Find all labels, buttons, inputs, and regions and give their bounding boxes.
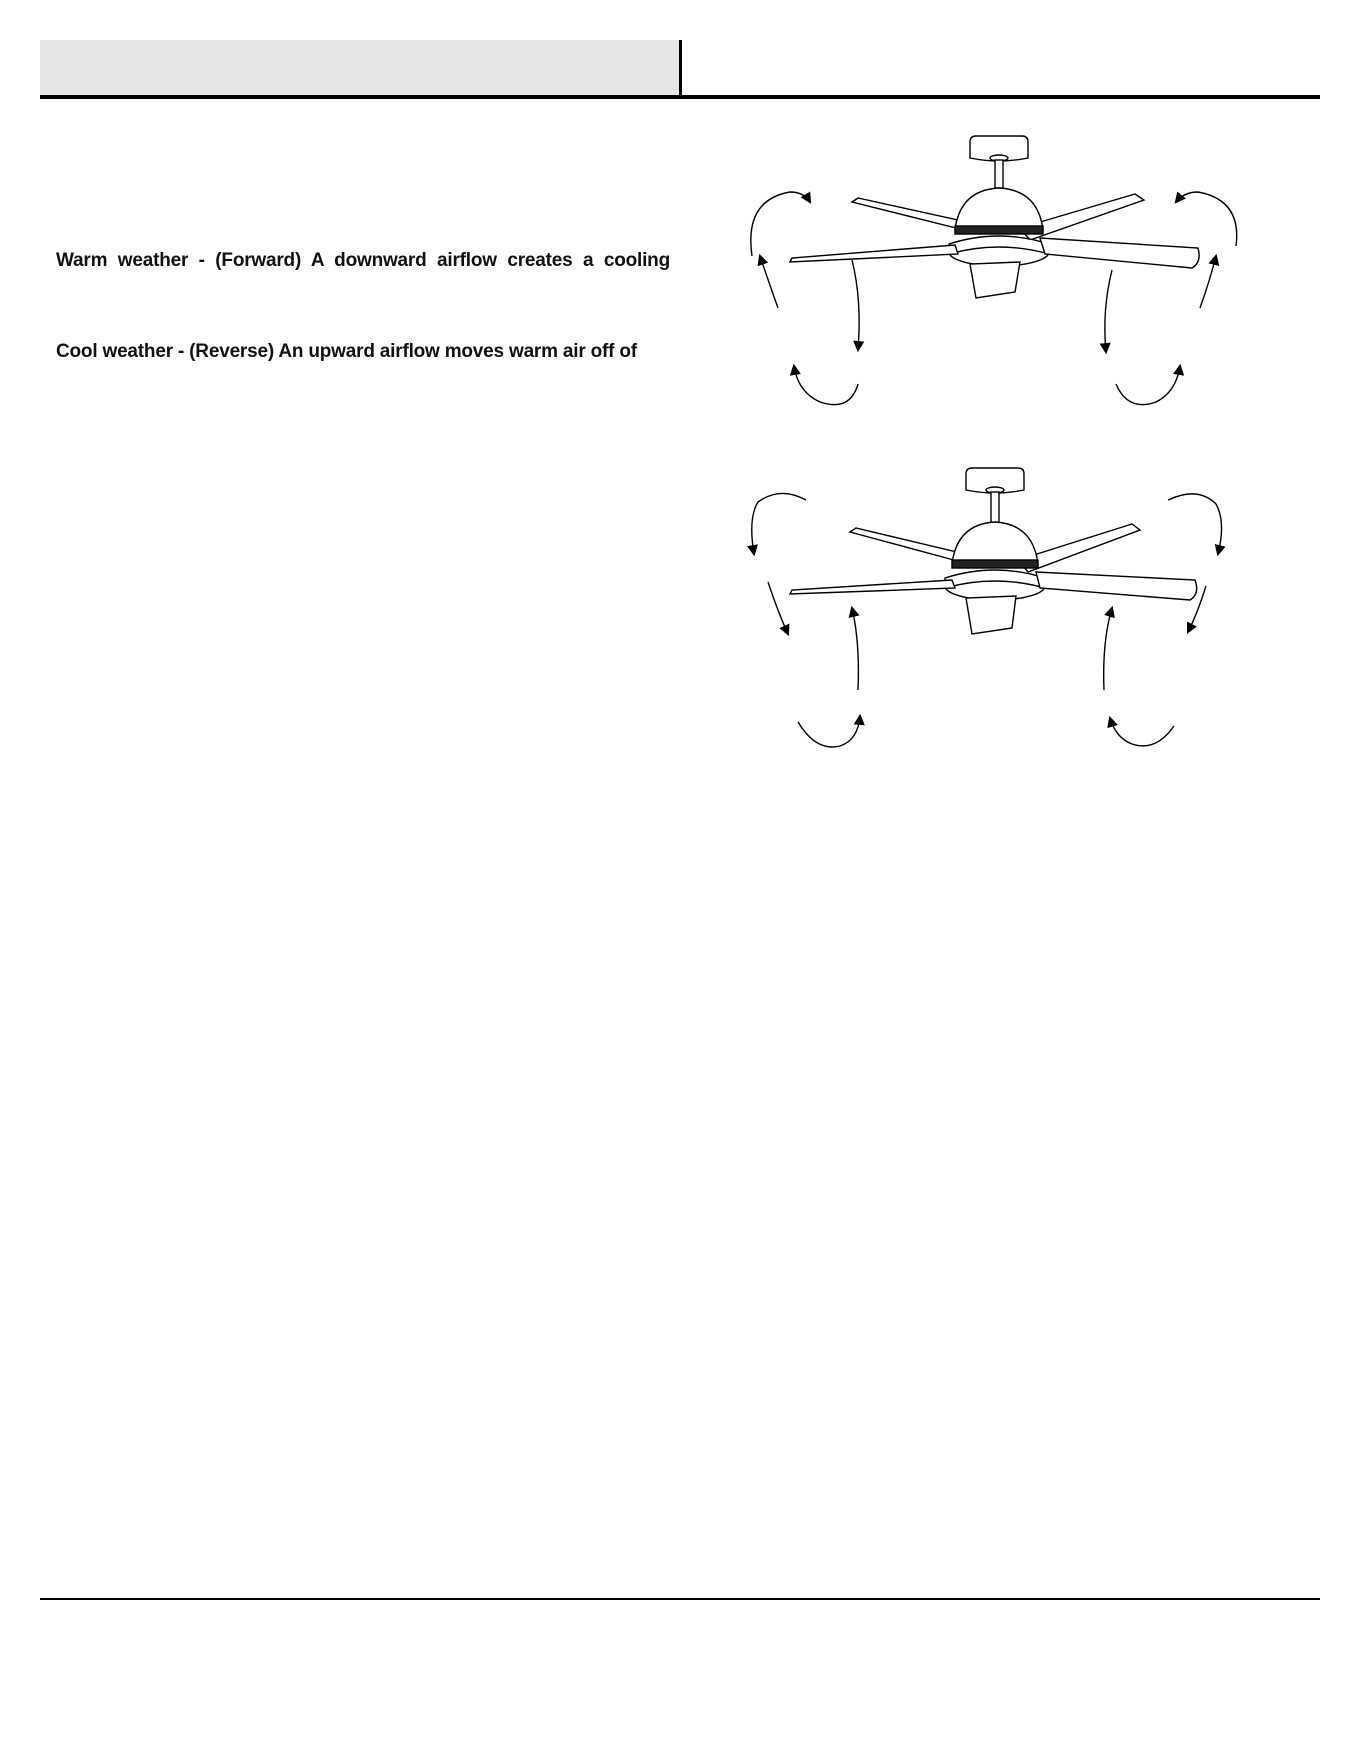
header-band: [40, 40, 680, 95]
header-divider: [679, 40, 682, 95]
cool-weather-text: Cool weather - (Reverse) An upward airflow moves warm air off of: [56, 341, 637, 362]
footer-rule: [40, 1598, 1320, 1600]
ceiling-fan-forward-airflow-icon: [740, 130, 1240, 410]
warm-weather-text: Warm weather - (Forward) A downward airflow creates a cooling: [56, 250, 670, 271]
ceiling-fan-reverse-airflow-icon: [740, 462, 1240, 752]
header-rule: [40, 95, 1320, 99]
